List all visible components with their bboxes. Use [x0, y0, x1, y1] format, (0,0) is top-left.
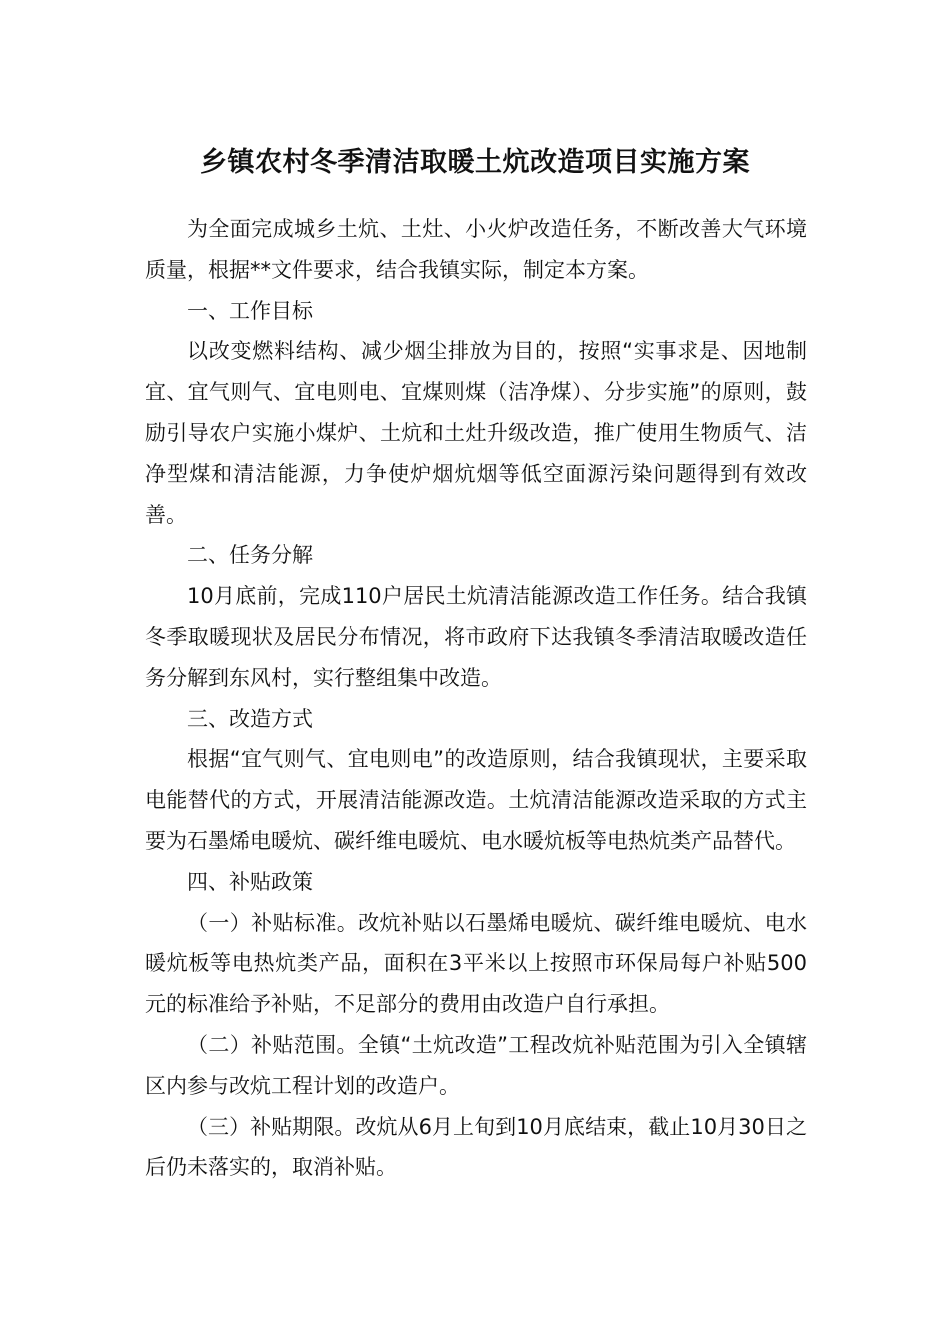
intro-paragraph: 为全面完成城乡土炕、土灶、小火炉改造任务，不断改善大气环境质量，根据**文件要求，结合我镇实际，制定本方案。 [145, 217, 807, 282]
method-paragraph: 根据“宜气则气、宜电则电”的改造原则，结合我镇现状，主要采取电能替代的方式，开展清洁能源改造。土炕清洁能源改造采取的方式主要为石墨烯电暖炕、碳纤维电暖炕、电水暖炕板等电热炕类产品替代。 [145, 747, 807, 853]
section-heading-tasks: 二、任务分解 [187, 543, 313, 568]
section-heading-subsidy: 四、补贴政策 [187, 869, 313, 894]
subsidy-standard-paragraph: （一）补贴标准。改炕补贴以石墨烯电暖炕、碳纤维电暖炕、电水暖炕板等电热炕类产品，面积在3平米以上按照市环保局每户补贴500元的标准给予补贴，不足部分的费用由改造户自行承担。 [145, 910, 807, 1017]
goals-paragraph: 以改变燃料结构、减少烟尘排放为目的，按照“实事求是、因地制宜、宜气则气、宜电则电、宜煤则煤（洁净煤）、分步实施”的原则，鼓励引导农户实施小煤炉、土炕和土灶升级改造，推广使用生物质气、洁净型煤和清洁能源，力争使炉烟炕烟等低空面源污染问题得到有效改善。 [145, 339, 807, 527]
document-title: 乡镇农村冬季清洁取暖土炕改造项目实施方案 [200, 147, 750, 178]
section-heading-goals: 一、工作目标 [187, 298, 313, 323]
section-heading-method: 三、改造方式 [187, 706, 313, 731]
tasks-paragraph: 10月底前，完成110户居民土炕清洁能源改造工作任务。结合我镇冬季取暖现状及居民分布情况，将市政府下达我镇冬季清洁取暖改造任务分解到东风村，实行整组集中改造。 [145, 584, 807, 690]
subsidy-scope-paragraph: （二）补贴范围。全镇“土炕改造”工程改炕补贴范围为引入全镇辖区内参与改炕工程计划的改造户。 [145, 1032, 807, 1098]
document-body [145, 209, 807, 1188]
subsidy-period-paragraph: （三）补贴期限。改炕从6月上旬到10月底结束，截止10月30日之后仍未落实的，取消补贴。 [145, 1114, 807, 1180]
